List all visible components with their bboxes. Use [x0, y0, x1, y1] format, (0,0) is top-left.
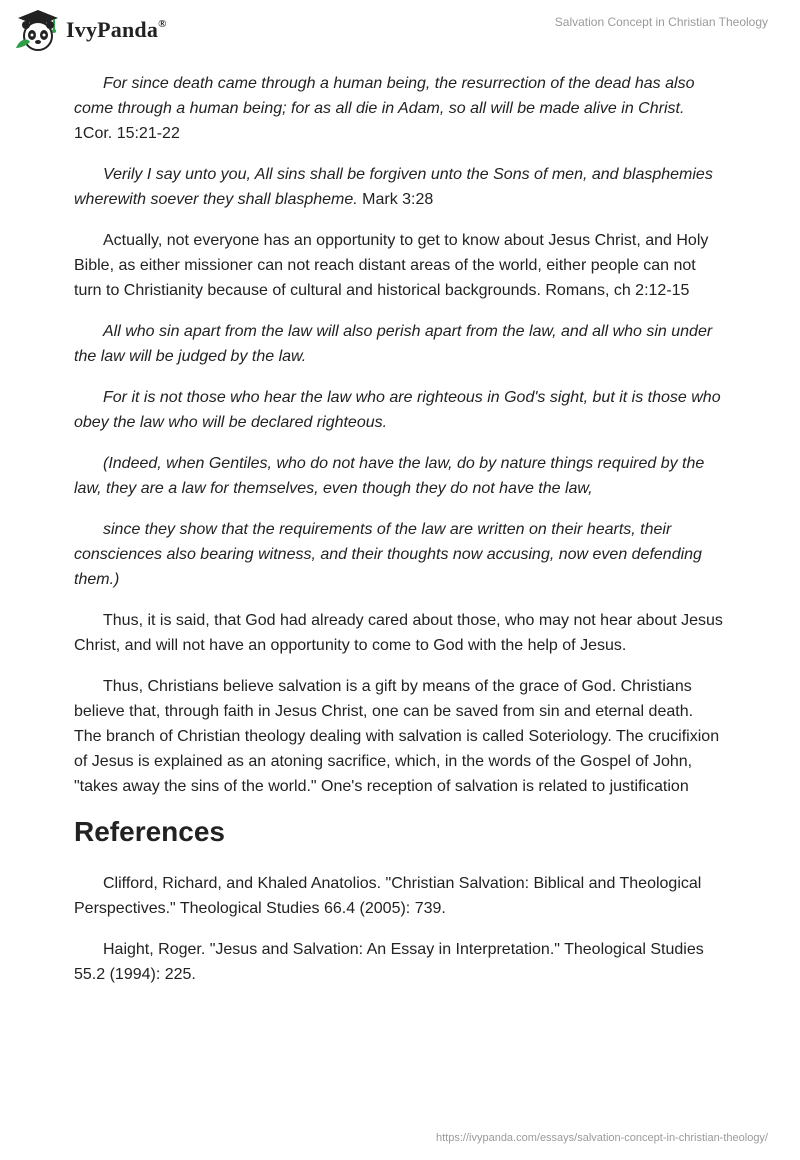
- essay-body: [74, 71, 724, 1003]
- quote-paragraph: [74, 385, 724, 435]
- brand-name: IvyPanda®: [66, 17, 167, 42]
- quote-text: For since death came through a human being, the resurrection of the dead has also come through a human being; for as all die in Adam, so all will be made alive in Christ.: [74, 75, 695, 117]
- quote-text: since they show that the requirements of the law are written on their hearts, their consciences also bearing witness, and their thoughts now accusing, now even defending them.): [74, 521, 702, 588]
- source-url[interactable]: https://ivypanda.com/essays/salvation-concept-in-christian-theology/: [436, 1132, 768, 1144]
- body-paragraph: Thus, Christians believe salvation is a gift by means of the grace of God. Christians believe that, through faith in Jesus Christ, one can be saved from sin and eternal death. The branch of Christian theology dealing with salvation is called Soteriology. The crucifixion of Jesus is explained as an atoning sacrifice, which, in the words of the Gospel of John, "takes away the sins of the world." One's reception of salvation is related to justification: [74, 678, 720, 795]
- scripture-reference: Mark 3:28: [357, 191, 434, 208]
- scripture-reference: 1Cor. 15:21-22: [74, 125, 180, 142]
- reference-item: Clifford, Richard, and Khaled Anatolios. "Christian Salvation: Biblical and Theological Perspectives." Theological Studies 66.4 (2005): 739.: [74, 875, 702, 917]
- quote-paragraph: [74, 451, 724, 501]
- quote-paragraph: [74, 71, 724, 146]
- quote-text: For it is not those who hear the law who are righteous in God's sight, but it is those who obey the law who will be declared righteous.: [74, 389, 721, 431]
- reference-item: Haight, Roger. "Jesus and Salvation: An Essay in Interpretation." Theological Studies 55.2 (1994): 225.: [74, 941, 704, 983]
- references-heading: References: [74, 816, 225, 847]
- page-header: [0, 0, 800, 60]
- quote-paragraph: [74, 517, 724, 592]
- ivypanda-logo[interactable]: [14, 8, 167, 52]
- quote-text: (Indeed, when Gentiles, who do not have the law, do by nature things required by the law, they are a law for themselves, even though they do not have the law,: [74, 455, 705, 497]
- quote-text: All who sin apart from the law will also perish apart from the law, and all who sin under the law will be judged by the law.: [74, 323, 713, 365]
- quote-text: Verily I say unto you, All sins shall be forgiven unto the Sons of men, and blasphemies wherewith soever they shall blaspheme.: [74, 166, 713, 208]
- quote-paragraph: [74, 162, 724, 212]
- body-paragraph: Thus, it is said, that God had already cared about those, who may not hear about Jesus Christ, and will not have an opportunity to come to God with the help of Jesus.: [74, 612, 723, 654]
- panda-graduate-icon: [14, 8, 62, 52]
- document-title: Salvation Concept in Christian Theology: [554, 15, 768, 29]
- body-paragraph: Actually, not everyone has an opportunity to get to know about Jesus Christ, and Holy Bible, as either missioner can not reach distant areas of the world, either people can not turn to Christianity because of cultural and historical backgrounds. Romans, ch 2:12-15: [74, 232, 709, 299]
- quote-paragraph: [74, 319, 724, 369]
